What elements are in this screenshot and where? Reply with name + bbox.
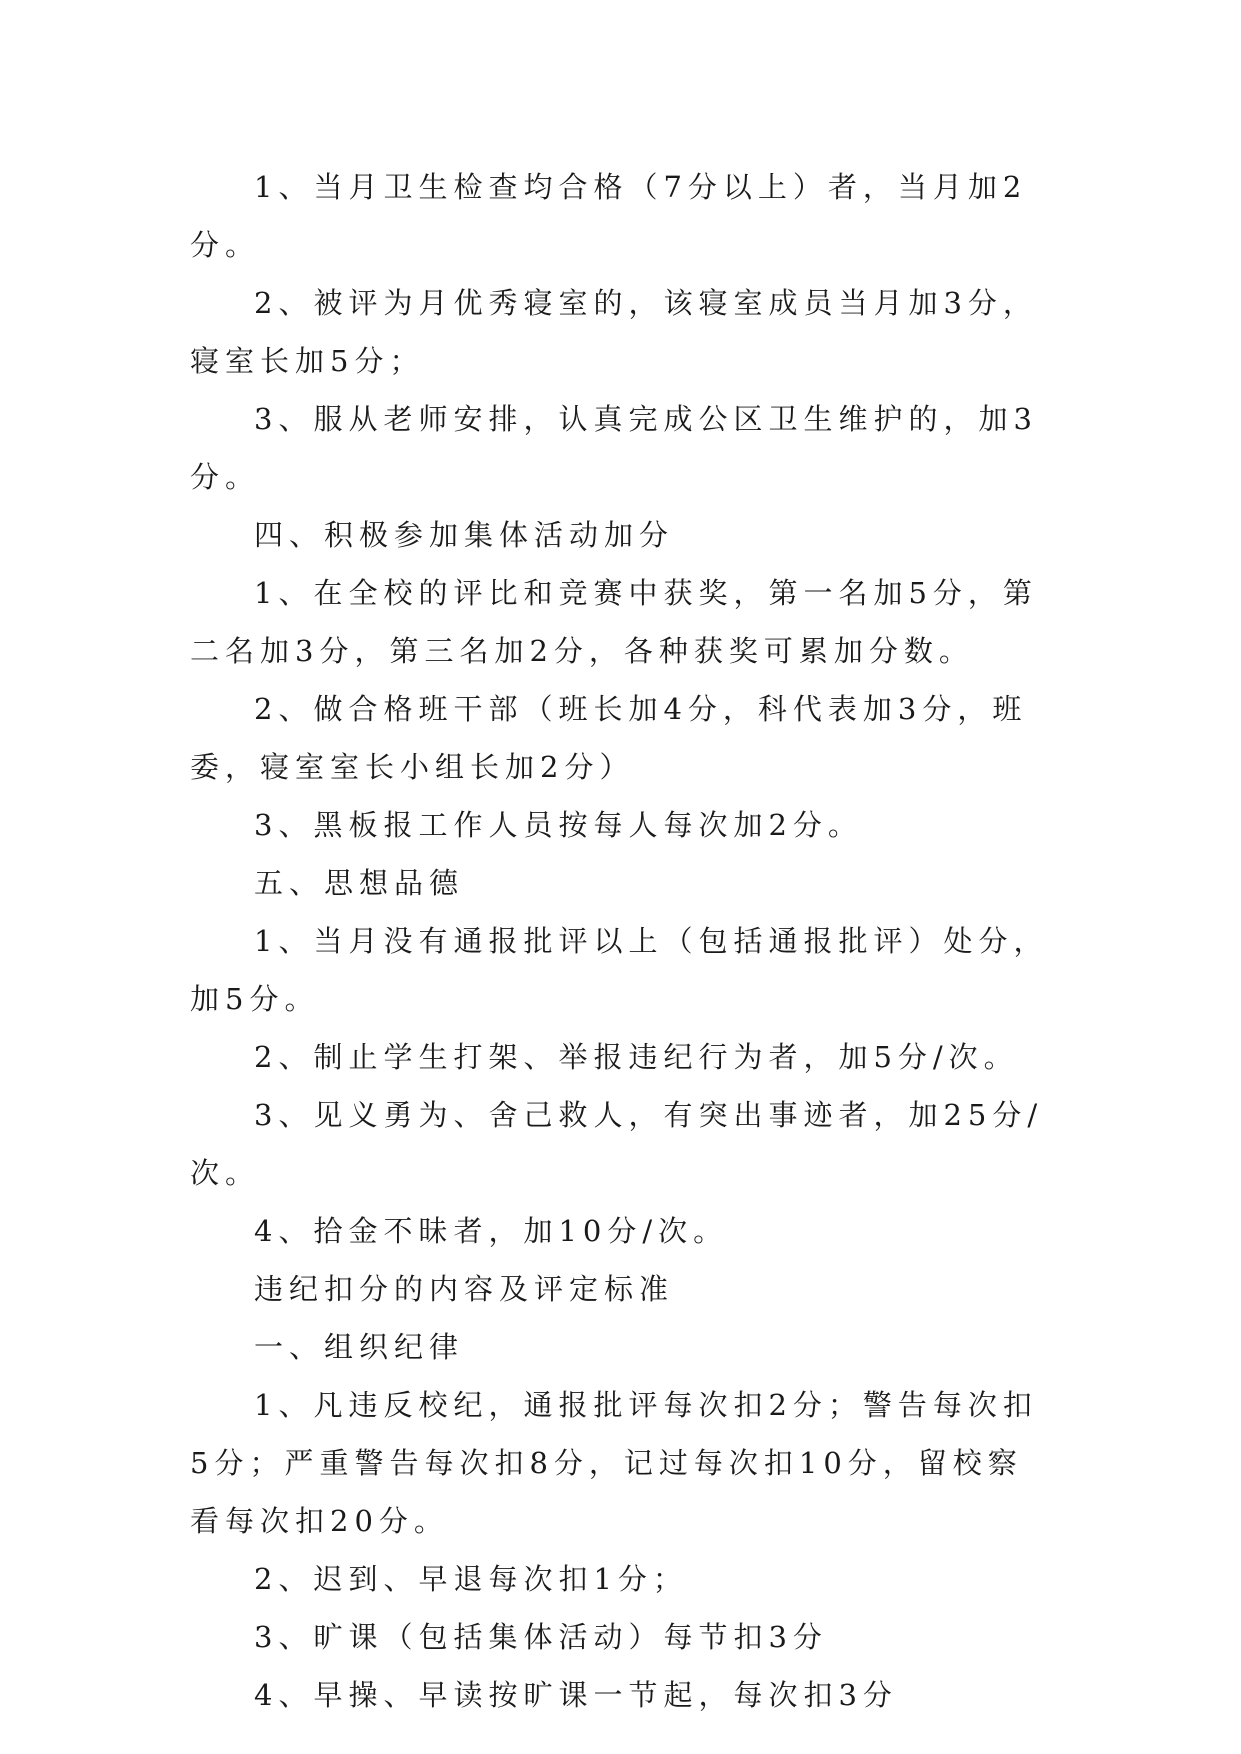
paragraph-class-cadre: 2、做合格班干部（班长加4分，科代表加3分，班委，寝室室长小组长加2分） <box>190 692 1028 784</box>
section-heading-discipline: 一、组织纪律 <box>254 1330 465 1364</box>
document-body <box>190 158 1050 1724</box>
paragraph-hygiene-qualified: 1、当月卫生检查均合格（7分以上）者，当月加2分。 <box>190 170 1028 262</box>
paragraph-stop-fights: 2、制止学生打架、举报违纪行为者，加5分/次。 <box>254 1040 1019 1074</box>
paragraph-late-early-leave: 2、迟到、早退每次扣1分； <box>254 1562 688 1596</box>
section-heading-deduction-standards: 违纪扣分的内容及评定标准 <box>254 1272 675 1306</box>
paragraph-truancy: 3、旷课（包括集体活动）每节扣3分 <box>254 1620 828 1654</box>
paragraph-heroic-deeds: 3、见义勇为、舍己救人，有突出事迹者，加25分/次。 <box>190 1098 1044 1190</box>
paragraph-school-discipline-violations: 1、凡违反校纪，通报批评每次扣2分；警告每次扣5分；严重警告每次扣8分，记过每次扣10分，留校察看每次扣20分。 <box>190 1388 1038 1538</box>
paragraph-public-area: 3、服从老师安排，认真完成公区卫生维护的，加3分。 <box>190 402 1038 494</box>
section-heading-moral-character: 五、思想品德 <box>254 866 465 900</box>
paragraph-competition-awards: 1、在全校的评比和竞赛中获奖，第一名加5分，第二名加3分，第三名加2分，各种获奖可累加分数。 <box>190 576 1038 668</box>
paragraph-morning-exercise: 4、早操、早读按旷课一节起，每次扣3分 <box>254 1678 898 1712</box>
paragraph-no-criticism: 1、当月没有通报批评以上（包括通报批评）处分，加5分。 <box>190 924 1049 1016</box>
section-heading-collective-activities: 四、积极参加集体活动加分 <box>254 518 675 552</box>
paragraph-blackboard: 3、黑板报工作人员按每人每次加2分。 <box>254 808 863 842</box>
paragraph-return-lost-money: 4、拾金不昧者，加10分/次。 <box>254 1214 729 1248</box>
paragraph-excellent-dorm: 2、被评为月优秀寝室的，该寝室成员当月加3分，寝室长加5分； <box>190 286 1038 378</box>
